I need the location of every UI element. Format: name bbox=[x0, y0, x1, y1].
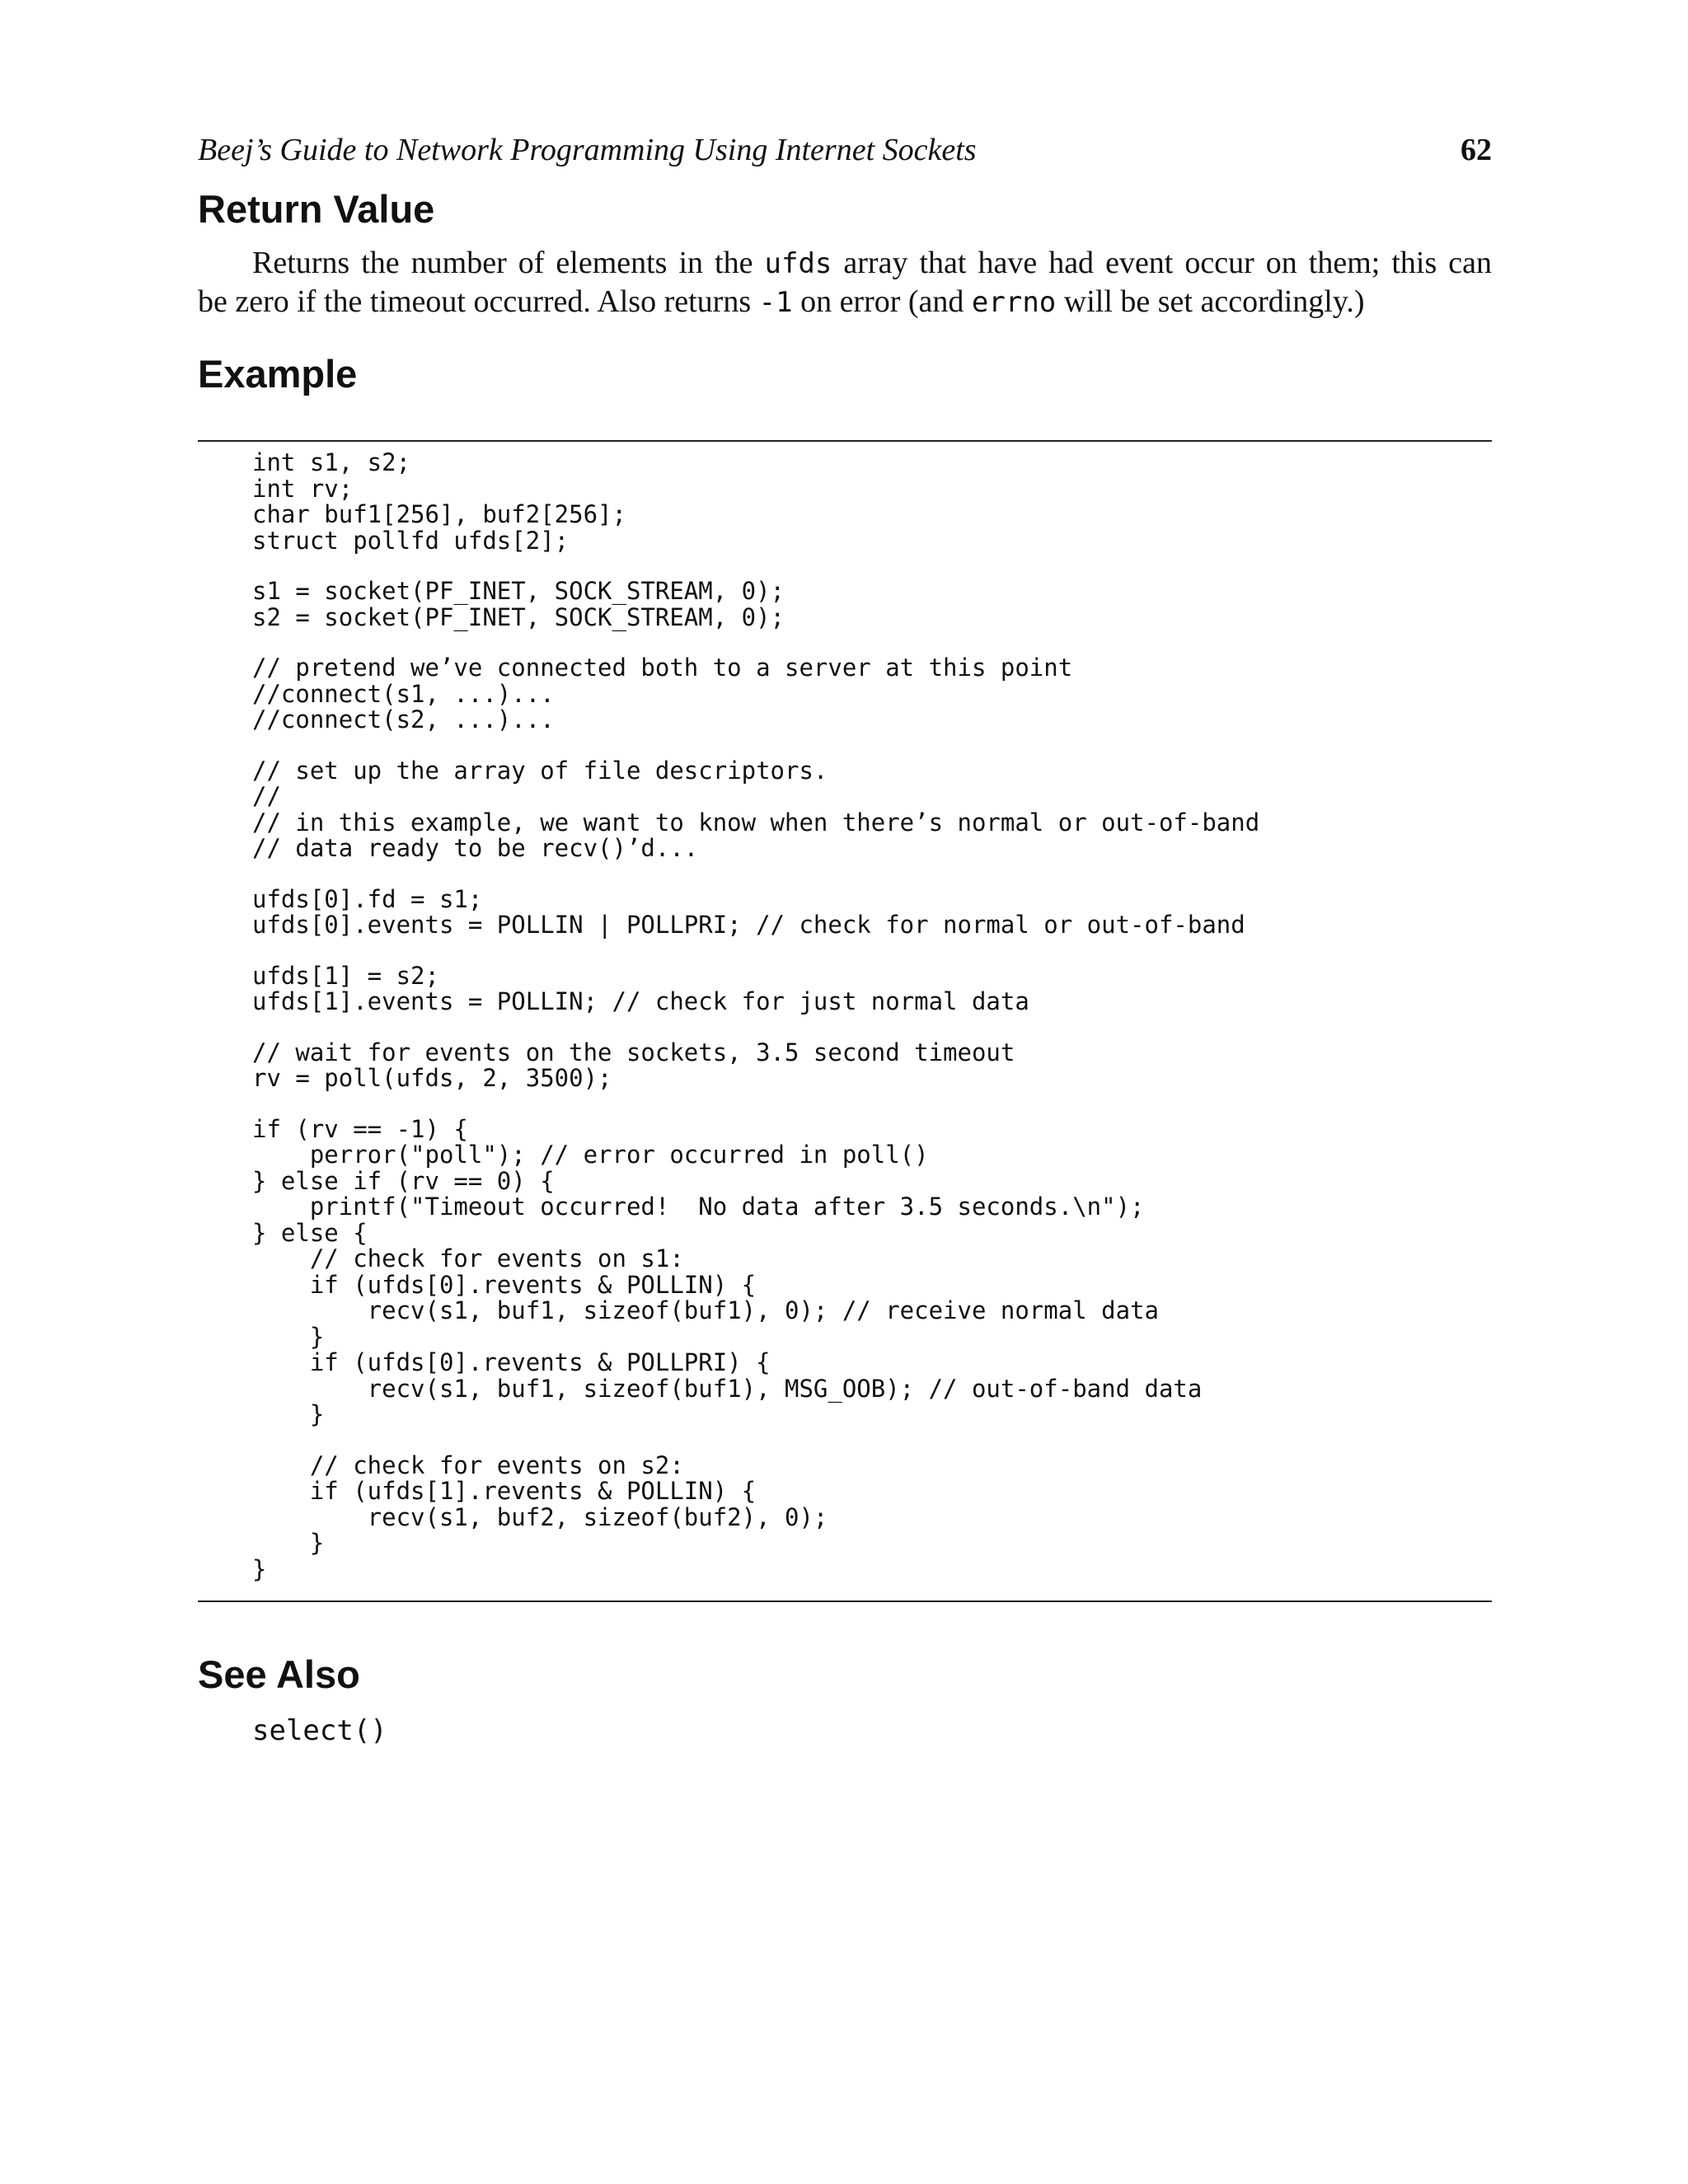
return-value-paragraph bbox=[198, 244, 1492, 321]
code-line: recv(s1, buf1, sizeof(buf1), MSG_OOB); // out-of-band data bbox=[252, 1374, 1203, 1403]
code-top-rule bbox=[198, 440, 1492, 442]
return-value-line-1: Returns the number of elements in the ufds array that have had event occur on them; this can bbox=[252, 246, 1492, 280]
code-line: printf("Timeout occurred! No data after 3.5 seconds.\n"); bbox=[252, 1193, 1145, 1221]
inline-code-errno: errno bbox=[971, 286, 1057, 319]
code-line: perror("poll"); // error occurred in poll() bbox=[252, 1141, 929, 1169]
code-line: //connect(s2, ...)... bbox=[252, 705, 555, 733]
code-line: if (ufds[0].revents & POLLPRI) { bbox=[252, 1348, 771, 1376]
return-value-heading: Return Value bbox=[198, 187, 435, 231]
code-blank-line bbox=[252, 939, 1259, 963]
code-line: } bbox=[252, 1554, 267, 1583]
code-line: if (rv == -1) { bbox=[252, 1114, 468, 1143]
code-blank-line bbox=[252, 554, 1259, 579]
code-bottom-rule bbox=[198, 1601, 1492, 1602]
code-blank-line bbox=[252, 1428, 1259, 1453]
example-heading: Example bbox=[198, 352, 358, 396]
code-line: //connect(s1, ...)... bbox=[252, 679, 555, 708]
code-line: // wait for events on the sockets, 3.5 second timeout bbox=[252, 1038, 1015, 1066]
code-listing bbox=[252, 450, 1259, 1582]
inline-code-minus-one: -1 bbox=[758, 286, 793, 319]
code-line: // pretend we’ve connected both to a server at this point bbox=[252, 654, 1073, 682]
code-line: s2 = socket(PF_INET, SOCK_STREAM, 0); bbox=[252, 602, 785, 631]
code-line: char buf1[256], buf2[256]; bbox=[252, 500, 626, 528]
code-line: } bbox=[252, 1322, 325, 1351]
code-line: // set up the array of file descriptors. bbox=[252, 756, 828, 785]
code-line: s1 = socket(PF_INET, SOCK_STREAM, 0); bbox=[252, 577, 785, 605]
code-blank-line bbox=[252, 862, 1259, 887]
code-line: // data ready to be recv()’d... bbox=[252, 834, 699, 862]
code-line: // in this example, we want to know when there’s normal or out-of-band bbox=[252, 808, 1260, 837]
code-blank-line bbox=[252, 1092, 1259, 1117]
code-blank-line bbox=[252, 630, 1259, 655]
code-line: ufds[1] = s2; bbox=[252, 961, 439, 990]
code-line: // bbox=[252, 782, 281, 810]
code-line: recv(s1, buf1, sizeof(buf1), 0); // receive normal data bbox=[252, 1296, 1159, 1324]
return-value-line-2: be zero if the timeout occurred. Also returns -1 on error (and errno will be set accordingly.) bbox=[198, 284, 1365, 319]
code-line: } bbox=[252, 1529, 325, 1557]
code-line: ufds[1].events = POLLIN; // check for just normal data bbox=[252, 987, 1029, 1015]
code-line: rv = poll(ufds, 2, 3500); bbox=[252, 1064, 612, 1092]
code-line: } else if (rv == 0) { bbox=[252, 1166, 555, 1195]
code-line: if (ufds[0].revents & POLLIN) { bbox=[252, 1270, 757, 1299]
code-line: recv(s1, buf2, sizeof(buf2), 0); bbox=[252, 1502, 828, 1531]
running-title: Beej’s Guide to Network Programming Using Internet Sockets bbox=[198, 133, 977, 167]
code-line: } else { bbox=[252, 1218, 368, 1247]
code-line: // check for events on s2: bbox=[252, 1451, 684, 1479]
code-line: if (ufds[1].revents & POLLIN) { bbox=[252, 1477, 757, 1505]
code-blank-line bbox=[252, 733, 1259, 758]
see-also-heading: See Also bbox=[198, 1652, 360, 1696]
code-blank-line bbox=[252, 1015, 1259, 1040]
code-line: struct pollfd ufds[2]; bbox=[252, 526, 570, 555]
code-line: ufds[0].events = POLLIN | POLLPRI; // check for normal or out-of-band bbox=[252, 911, 1245, 939]
code-line: } bbox=[252, 1400, 325, 1428]
code-line: int s1, s2; bbox=[252, 448, 411, 476]
see-also-select-link[interactable]: select() bbox=[252, 1714, 387, 1747]
inline-code-ufds: ufds bbox=[764, 247, 832, 280]
page-number: 62 bbox=[1461, 133, 1492, 167]
code-line: int rv; bbox=[252, 474, 354, 503]
code-line: ufds[0].fd = s1; bbox=[252, 884, 483, 913]
code-line: // check for events on s1: bbox=[252, 1244, 684, 1272]
page-header bbox=[198, 124, 1492, 176]
